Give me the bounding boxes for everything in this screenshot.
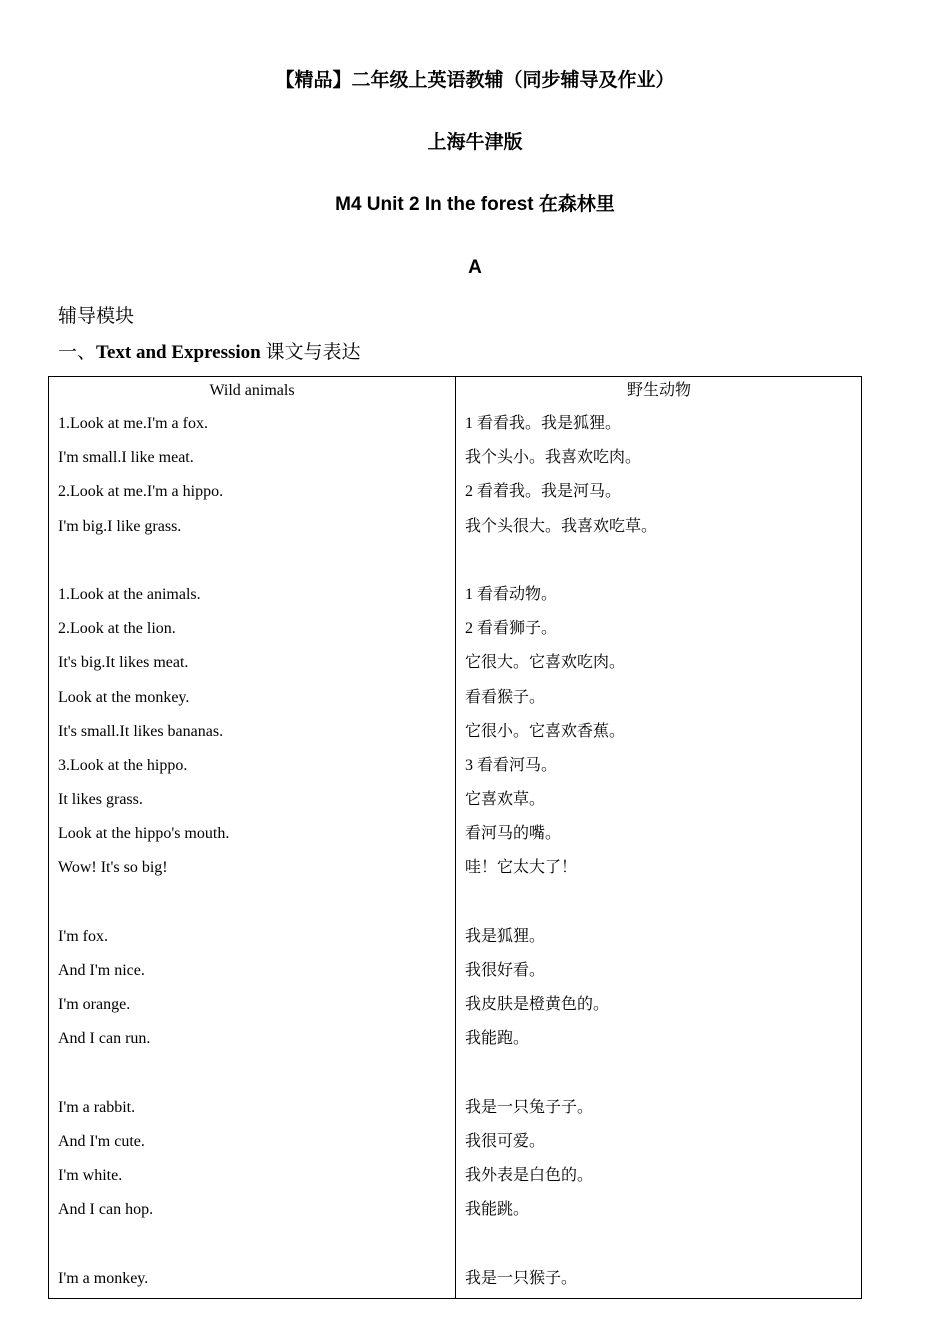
english-line: I'm a rabbit. — [58, 1098, 136, 1116]
chinese-line — [465, 1062, 657, 1096]
chinese-line: 它很大。它喜欢吃肉。 — [465, 654, 626, 672]
english-line — [58, 891, 229, 925]
chinese-line: 我很可爱。 — [465, 1132, 546, 1150]
english-line: It's small.It likes bananas. — [58, 722, 224, 740]
section-prefix: 一、 — [58, 342, 97, 363]
english-line: 2.Look at the lion. — [58, 620, 176, 638]
chinese-line: 1 看看我。我是狐狸。 — [465, 415, 622, 432]
chinese-line: 看河马的嘴。 — [465, 825, 562, 843]
english-line: And I'm cute. — [58, 1132, 145, 1150]
chinese-line: 我皮肤是橙黄色的。 — [465, 996, 610, 1014]
english-line: I'm orange. — [58, 996, 131, 1014]
english-line — [58, 1233, 229, 1267]
english-line: I'm white. — [58, 1167, 123, 1185]
english-line: I'm fox. — [58, 927, 108, 945]
section-heading-bold: Text and Expression — [96, 342, 261, 363]
chinese-line: 哇！它太大了！ — [465, 859, 578, 877]
english-column — [58, 412, 229, 1301]
header-chinese: 野生动物 — [626, 382, 691, 399]
english-line — [58, 1062, 229, 1096]
english-line: It's big.It likes meat. — [58, 654, 189, 672]
chinese-line: 我外表是白色的。 — [465, 1167, 594, 1185]
chinese-line: 2 看着我。我是河马。 — [465, 483, 622, 501]
english-line: I'm small.I like meat. — [58, 449, 194, 467]
english-line: It likes grass. — [58, 791, 143, 809]
english-line: 2.Look at me.I'm a hippo. — [58, 483, 224, 501]
chinese-line — [465, 549, 657, 583]
english-line: I'm a monkey. — [58, 1269, 149, 1287]
chinese-line — [465, 891, 657, 925]
document-title: 【精品】二年级上英语教辅（同步辅导及作业） — [275, 70, 675, 91]
english-line: And I can run. — [58, 1030, 151, 1048]
english-line: Wow! It's so big! — [58, 859, 168, 877]
chinese-line: 我个头很大。我喜欢吃草。 — [465, 517, 658, 535]
chinese-line: 它很小。它喜欢香蕉。 — [465, 722, 626, 740]
chinese-line: 它喜欢草。 — [465, 791, 546, 809]
chinese-line: 2 看看狮子。 — [465, 620, 558, 638]
chinese-line: 我是一只猴子。 — [465, 1269, 578, 1287]
english-line: 1.Look at me.I'm a fox. — [58, 415, 208, 432]
header-english: Wild animals — [209, 382, 295, 399]
chinese-line: 我是狐狸。 — [465, 927, 546, 945]
english-line: 3.Look at the hippo. — [58, 756, 188, 774]
part-label: A — [468, 257, 482, 278]
column-divider — [455, 377, 456, 1298]
english-line: Look at the hippo's mouth. — [58, 825, 230, 843]
chinese-line: 1 看看动物。 — [465, 585, 558, 603]
english-line — [58, 549, 229, 583]
chinese-line: 我很好看。 — [465, 962, 546, 979]
text-expression-table — [48, 376, 862, 1299]
english-line: And I can hop. — [58, 1201, 154, 1219]
english-line: Look at the monkey. — [58, 688, 190, 706]
document-subtitle-edition: 上海牛津版 — [427, 132, 523, 153]
english-line: And I'm nice. — [58, 962, 145, 979]
chinese-line: 我能跑。 — [465, 1030, 530, 1048]
chinese-line — [465, 1233, 657, 1267]
chinese-line: 我个头小。我喜欢吃肉。 — [465, 449, 642, 467]
chinese-line: 看看猴子。 — [465, 688, 546, 706]
unit-title: M4 Unit 2 In the forest 在森林里 — [335, 194, 615, 215]
english-line: 1.Look at the animals. — [58, 585, 201, 603]
chinese-line: 我是一只兔子子。 — [465, 1098, 594, 1116]
module-label: 辅导模块 — [58, 306, 135, 327]
english-line: I'm big.I like grass. — [58, 517, 182, 535]
chinese-column — [465, 412, 657, 1301]
section-heading — [58, 341, 361, 365]
section-suffix: 课文与表达 — [260, 342, 361, 363]
chinese-line: 3 看看河马。 — [465, 756, 558, 774]
chinese-line: 我能跳。 — [465, 1201, 530, 1219]
